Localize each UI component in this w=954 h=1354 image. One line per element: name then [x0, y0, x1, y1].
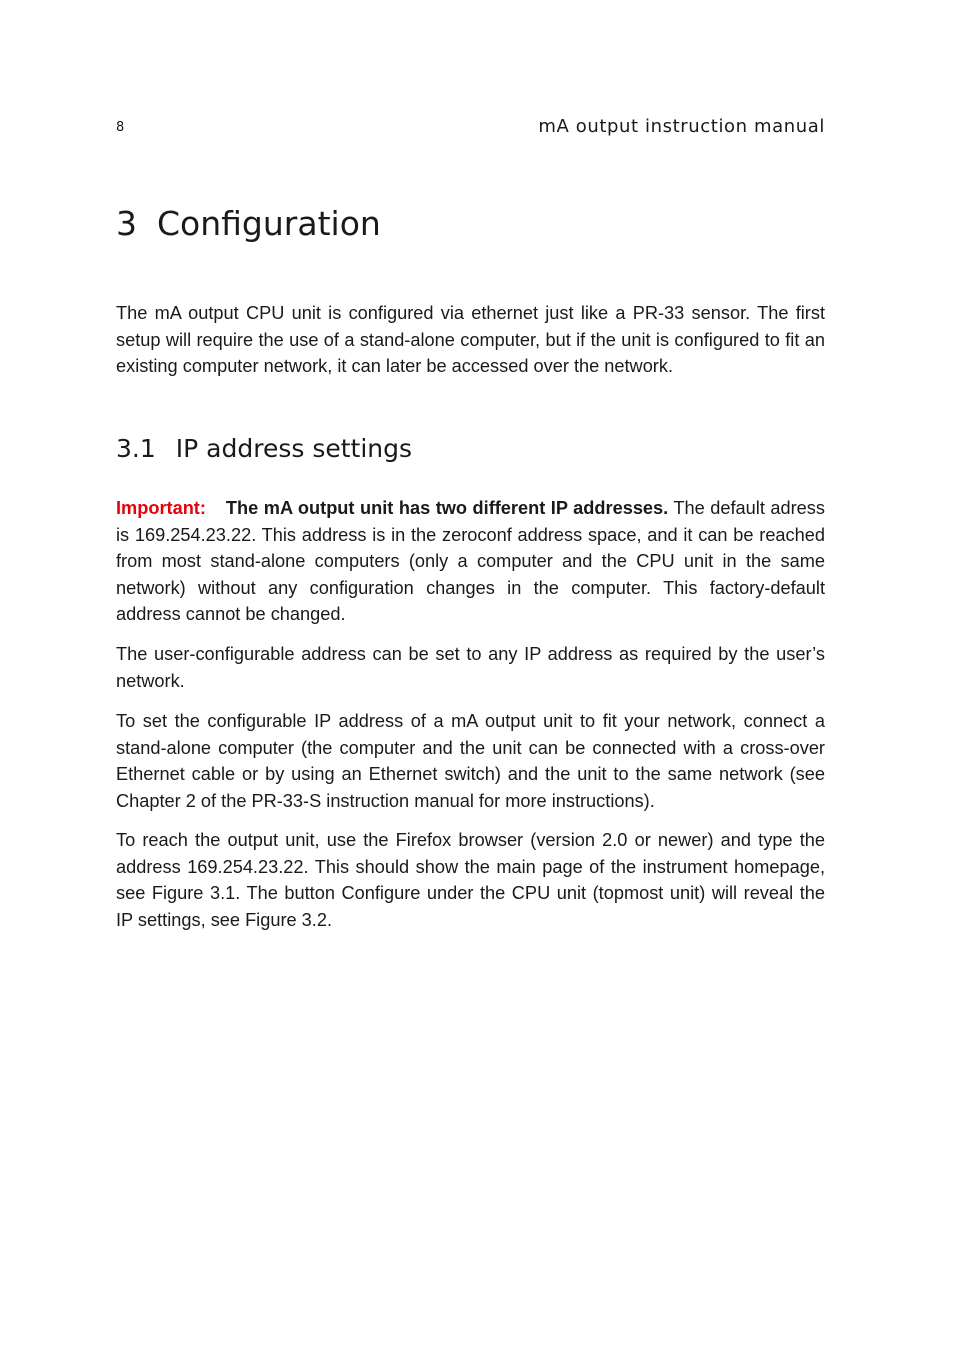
set-address-paragraph: To set the configurable IP address of a mA output unit to fit your network, connect a stand-alone computer (the computer and the unit can be connected with a cross-over Ethernet cable or by using an Ethernet switch) and the unit to the same network (see Chapter 2 of the PR-33-S instruction manual for more instructions). [116, 711, 825, 811]
running-header [116, 116, 825, 140]
important-paragraph [116, 495, 825, 628]
section-title: IP address settings [175, 434, 413, 463]
important-label: Important: [116, 498, 206, 518]
page-number: 8 [116, 120, 125, 135]
section-heading [116, 434, 412, 463]
intro-paragraph: The mA output CPU unit is configured via ethernet just like a PR-33 sensor. The first setup will require the use of a stand-alone computer, but if the unit is configured to fit an existing computer network, it can later be accessed over the network. [116, 303, 825, 377]
user-configurable-paragraph: The user-configurable address can be set to any IP address as required by the user’s network. [116, 644, 825, 691]
important-text: The default adress is 169.254.23.22. This address is in the zeroconf address space, and it can be reached from most stand-alone computers (only a computer and the CPU unit in the same network) without any configuration changes in the computer. This factory-default address cannot be changed. [116, 498, 825, 625]
chapter-heading [116, 204, 381, 243]
reach-unit-paragraph: To reach the output unit, use the Firefox browser (version 2.0 or newer) and type the address 169.254.23.22. This should show the main page of the instrument homepage, see Figure 3.1. The button Configure under the CPU unit (topmost unit) will reveal the IP settings, see Figure 3.2. [116, 830, 825, 930]
chapter-title: Configuration [157, 204, 381, 243]
important-statement: The mA output unit has two different IP addresses. [225, 498, 669, 518]
section-number: 3.1 [116, 434, 156, 463]
running-title: mA output instruction manual [538, 116, 825, 137]
chapter-number: 3 [116, 204, 137, 243]
